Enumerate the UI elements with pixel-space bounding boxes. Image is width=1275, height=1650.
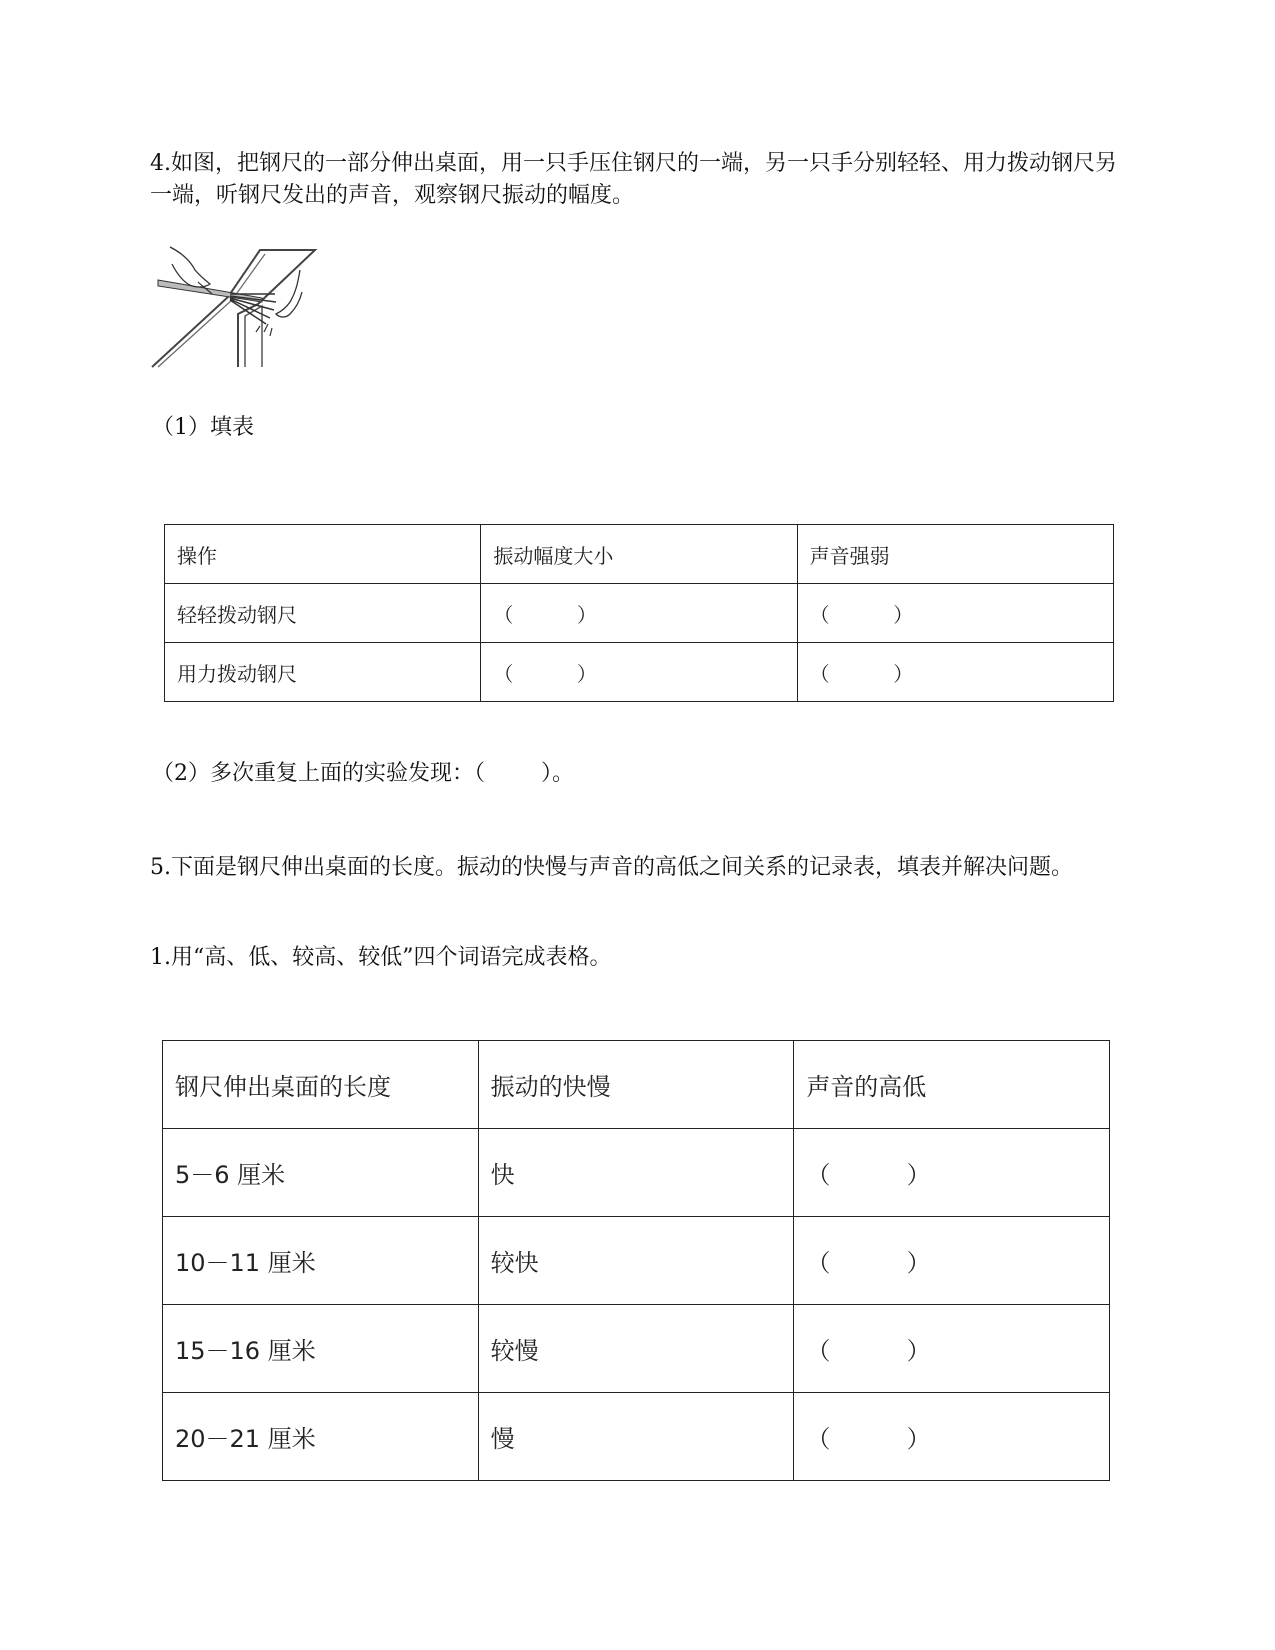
question-5-text: 5.下面是钢尺伸出桌面的长度。振动的快慢与声音的高低之间关系的记录表，填表并解决问题。 (150, 855, 1073, 880)
table-header-cell: 声音强弱 (797, 525, 1113, 584)
answer-blank[interactable]: （ ） (797, 643, 1113, 702)
answer-blank[interactable]: （ ） (794, 1305, 1110, 1393)
table-cell: 用力拨动钢尺 (165, 643, 481, 702)
pitch-table (162, 1040, 1110, 1481)
ruler-vibration-illustration (150, 242, 320, 370)
answer-blank[interactable]: （ ） (794, 1393, 1110, 1481)
table-cell: 慢 (478, 1393, 794, 1481)
table-row (163, 1217, 1110, 1305)
table-header-cell: 声音的高低 (794, 1041, 1110, 1129)
table-cell: 15－16 厘米 (163, 1305, 479, 1393)
answer-blank[interactable]: （ ） (797, 584, 1113, 643)
table-cell: 轻轻拨动钢尺 (165, 584, 481, 643)
table-row (163, 1393, 1110, 1481)
table-row (163, 1129, 1110, 1217)
table-row (165, 584, 1114, 643)
table-cell: 5－6 厘米 (163, 1129, 479, 1217)
part-1-label: （1）填表 (152, 415, 254, 440)
answer-blank[interactable]: （ ） (481, 643, 797, 702)
table-cell: 20－21 厘米 (163, 1393, 479, 1481)
table-header-cell: 操作 (165, 525, 481, 584)
table-header-cell: 振动的快慢 (478, 1041, 794, 1129)
part-2-text: （2）多次重复上面的实验发现：（ ）。 (152, 761, 574, 786)
table-header-row (165, 525, 1114, 584)
table-header-row (163, 1041, 1110, 1129)
table-cell: 较快 (478, 1217, 794, 1305)
table-header-cell: 振动幅度大小 (481, 525, 797, 584)
table-cell: 10－11 厘米 (163, 1217, 479, 1305)
question-5-sub1: 1.用“高、低、较高、较低”四个词语完成表格。 (150, 945, 612, 970)
table-cell: 较慢 (478, 1305, 794, 1393)
table-cell: 快 (478, 1129, 794, 1217)
table-row (163, 1305, 1110, 1393)
amplitude-table (164, 524, 1114, 702)
table-header-cell: 钢尺伸出桌面的长度 (163, 1041, 479, 1129)
table-row (165, 643, 1114, 702)
answer-blank[interactable]: （ ） (794, 1129, 1110, 1217)
answer-blank[interactable]: （ ） (794, 1217, 1110, 1305)
answer-blank[interactable]: （ ） (481, 584, 797, 643)
question-4-text: 4.如图，把钢尺的一部分伸出桌面，用一只手压住钢尺的一端，另一只手分别轻轻、用力拨动钢尺另一端，听钢尺发出的声音，观察钢尺振动的幅度。 (150, 151, 1117, 208)
